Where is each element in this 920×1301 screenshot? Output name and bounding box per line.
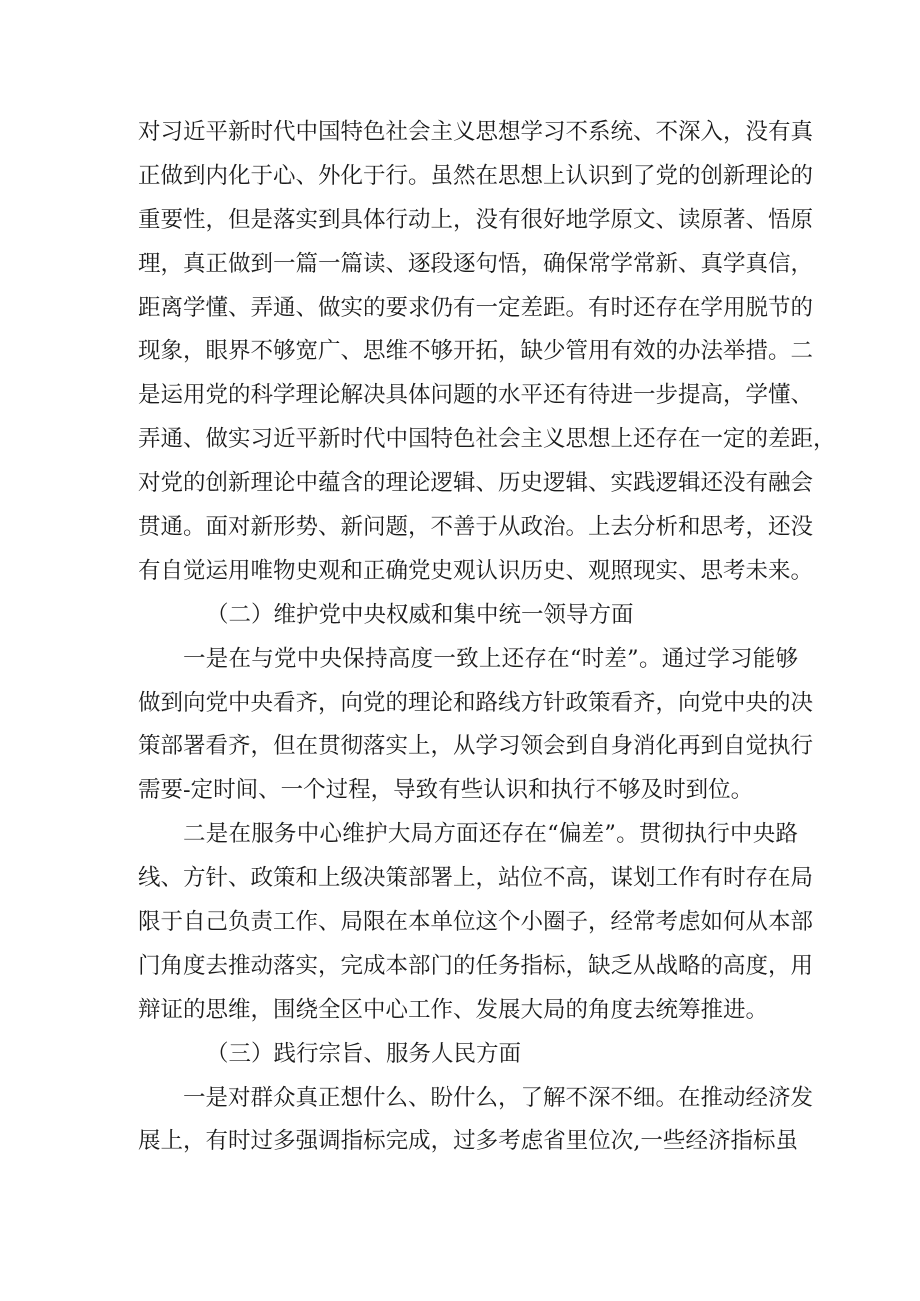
- text-line: 弄通、做实习近平新时代中国特色社会主义思想上还存在一定的差距，: [138, 426, 836, 453]
- text-line: 线、方针、政策和上级决策部署上，站位不高，谋划工作有时存在局: [138, 865, 814, 892]
- text-line: 需要-定时间、一个过程，导致有些认识和执行不够及时到位。: [138, 777, 754, 804]
- text-line: 贯通。面对新形势、新问题，不善于从政治。上去分析和思考，还没: [138, 514, 814, 541]
- text-line: 策部署看齐，但在贯彻落实上，从学习领会到自身消化再到自觉执行: [138, 733, 814, 760]
- text-line: 限于自己负责工作、局限在本单位这个小圈子，经常考虑如何从本部: [138, 909, 814, 936]
- text-line: 做到向党中央看齐，向党的理论和路线方针政策看齐，向党中央的决: [138, 689, 814, 716]
- text-line: 正做到内化于心、外化于行。虽然在思想上认识到了党的创新理论的: [138, 162, 814, 189]
- text-line: 距离学懂、弄通、做实的要求仍有一定差距。有时还存在学用脱节的: [138, 294, 814, 321]
- text-line: 一是在与党中央保持高度一致上还存在“时差”。通过学习能够: [183, 645, 798, 672]
- text-line: 理，真正做到一篇一篇读、逐段逐句悟，确保常学常新、真学真信，: [138, 250, 814, 277]
- document-body: [138, 111, 836, 1164]
- text-line: 辩证的思维，围绕全区中心工作、发展大局的角度去统筹推进。: [138, 996, 769, 1023]
- section-heading-3: （三）践行宗旨、服务人民方面: [206, 1040, 522, 1067]
- text-line: 重要性，但是落实到具体行动上，没有很好地学原文、读原著、悟原: [138, 206, 814, 233]
- text-line: 一是对群众真正想什么、盼什么，了解不深不细。在推动经济发: [183, 1084, 814, 1111]
- text-line: 现象，眼界不够宽广、思维不够开拓，缺少管用有效的办法举措。二: [138, 338, 814, 365]
- text-line: 门角度去推动落实，完成本部门的任务指标，缺乏从战略的高度，用: [138, 952, 814, 979]
- text-line: 对党的创新理论中蕴含的理论逻辑、历史逻辑、实践逻辑还没有融会: [138, 470, 814, 497]
- text-line: 有自觉运用唯物史观和正确党史观认识历史、观照现实、思考未来。: [138, 557, 814, 584]
- text-line: 展上，有时过多强调指标完成，过多考虑省里位次,一些经济指标虽: [138, 1128, 798, 1155]
- text-line: 二是在服务中心维护大局方面还存在“偏差”。贯彻执行中央路: [183, 821, 798, 848]
- text-line: 是运用党的科学理论解决具体问题的水平还有待进一步提高，学懂、: [138, 382, 814, 409]
- section-heading-2: （二）维护党中央权威和集中统一领导方面: [206, 601, 634, 628]
- text-line: 对习近平新时代中国特色社会主义思想学习不系统、不深入，没有真: [138, 119, 814, 145]
